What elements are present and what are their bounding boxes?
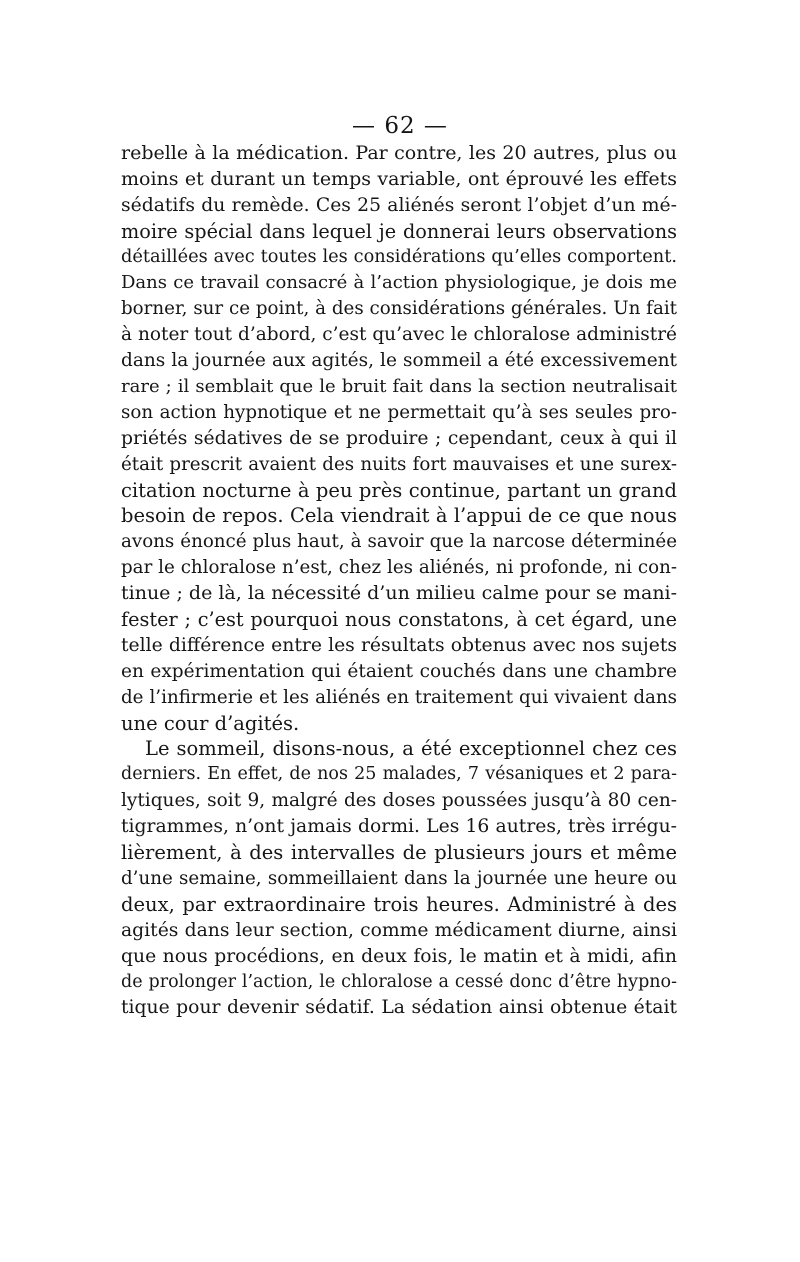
text-line: priétés sédatives de se produire ; cependant, ceux à qui il xyxy=(121,427,677,449)
text-line: en expérimentation qui étaient couchés dans une chambre xyxy=(121,660,677,682)
text-line: fester ; c’est pourquoi nous constatons, à cet égard, une xyxy=(121,608,677,632)
text-line: tigrammes, n’ont jamais dormi. Les 16 autres, très irrégu- xyxy=(121,816,677,838)
text-line: tique pour devenir sédatif. La sédation ainsi obtenue était xyxy=(121,997,677,1019)
text-line: était prescrit avaient des nuits fort mauvaises et une surex- xyxy=(121,453,677,475)
text-line: que nous procédions, en deux fois, le matin et à midi, afin xyxy=(121,945,677,967)
text-line: besoin de repos. Cela viendrait à l’appui de ce que nous xyxy=(121,504,677,528)
text-line: Dans ce travail consacré à l’action physiologique, je dois me xyxy=(121,272,677,294)
text-line: lièrement, à des intervalles de plusieurs jours et même xyxy=(121,841,677,865)
text-line: avons énoncé plus haut, à savoir que la narcose déterminée xyxy=(121,531,677,553)
text-line: dans la journée aux agités, le sommeil a été excessivement xyxy=(121,350,677,372)
text-line: moire spécial dans lequel je donnerai leurs observations xyxy=(121,219,677,243)
text-line: sédatifs du remède. Ces 25 aliénés seront l’objet d’un mé- xyxy=(121,194,677,216)
text-line: agités dans leur section, comme médicament diurne, ainsi xyxy=(121,919,677,941)
text-line: derniers. En effet, de nos 25 malades, 7 vésaniques et 2 para- xyxy=(121,764,677,785)
paragraph-start-line: Le sommeil, disons-nous, a été exceptionnel chez ces xyxy=(145,737,677,761)
text-line: moins et durant un temps variable, ont éprouvé les effets xyxy=(121,167,677,190)
text-line: telle différence entre les résultats obtenus avec nos sujets xyxy=(121,634,677,656)
page-number: — 62 — xyxy=(352,113,448,139)
text-line: de l’infirmerie et les aliénés en traitement qui vivaient dans xyxy=(121,686,677,708)
text-line: son action hypnotique et ne permettait qu’à ses seules pro- xyxy=(121,401,677,423)
text-line: détaillées avec toutes les considérations qu’elles comportent. xyxy=(121,246,677,267)
text-line: de prolonger l’action, le chloralose a cessé donc d’être hypno- xyxy=(121,971,677,992)
text-line: rare ; il semblait que le bruit fait dans la section neutralisait xyxy=(121,376,677,398)
text-line: d’une semaine, sommeillaient dans la journée une heure ou xyxy=(121,867,677,889)
text-line: citation nocturne à peu près continue, partant un grand xyxy=(121,478,677,502)
text-line: lytiques, soit 9, malgré des doses poussées jusqu’à 80 cen- xyxy=(121,790,677,812)
body-text xyxy=(121,141,677,1021)
text-line: deux, par extraordinaire trois heures. Administré à des xyxy=(121,892,677,916)
paragraph-end-line: une cour d’agités. xyxy=(121,711,300,735)
text-line: à noter tout d’abord, c’est qu’avec le chloralose administré xyxy=(121,324,677,346)
text-line: borner, sur ce point, à des considérations générales. Un fait xyxy=(121,298,677,320)
text-line: rebelle à la médication. Par contre, les 20 autres, plus ou xyxy=(121,142,677,164)
text-line: par le chloralose n’est, chez les aliénés, ni profonde, ni con- xyxy=(121,557,677,579)
text-line: tinue ; de là, la nécessité d’un milieu calme pour se mani- xyxy=(121,582,677,605)
